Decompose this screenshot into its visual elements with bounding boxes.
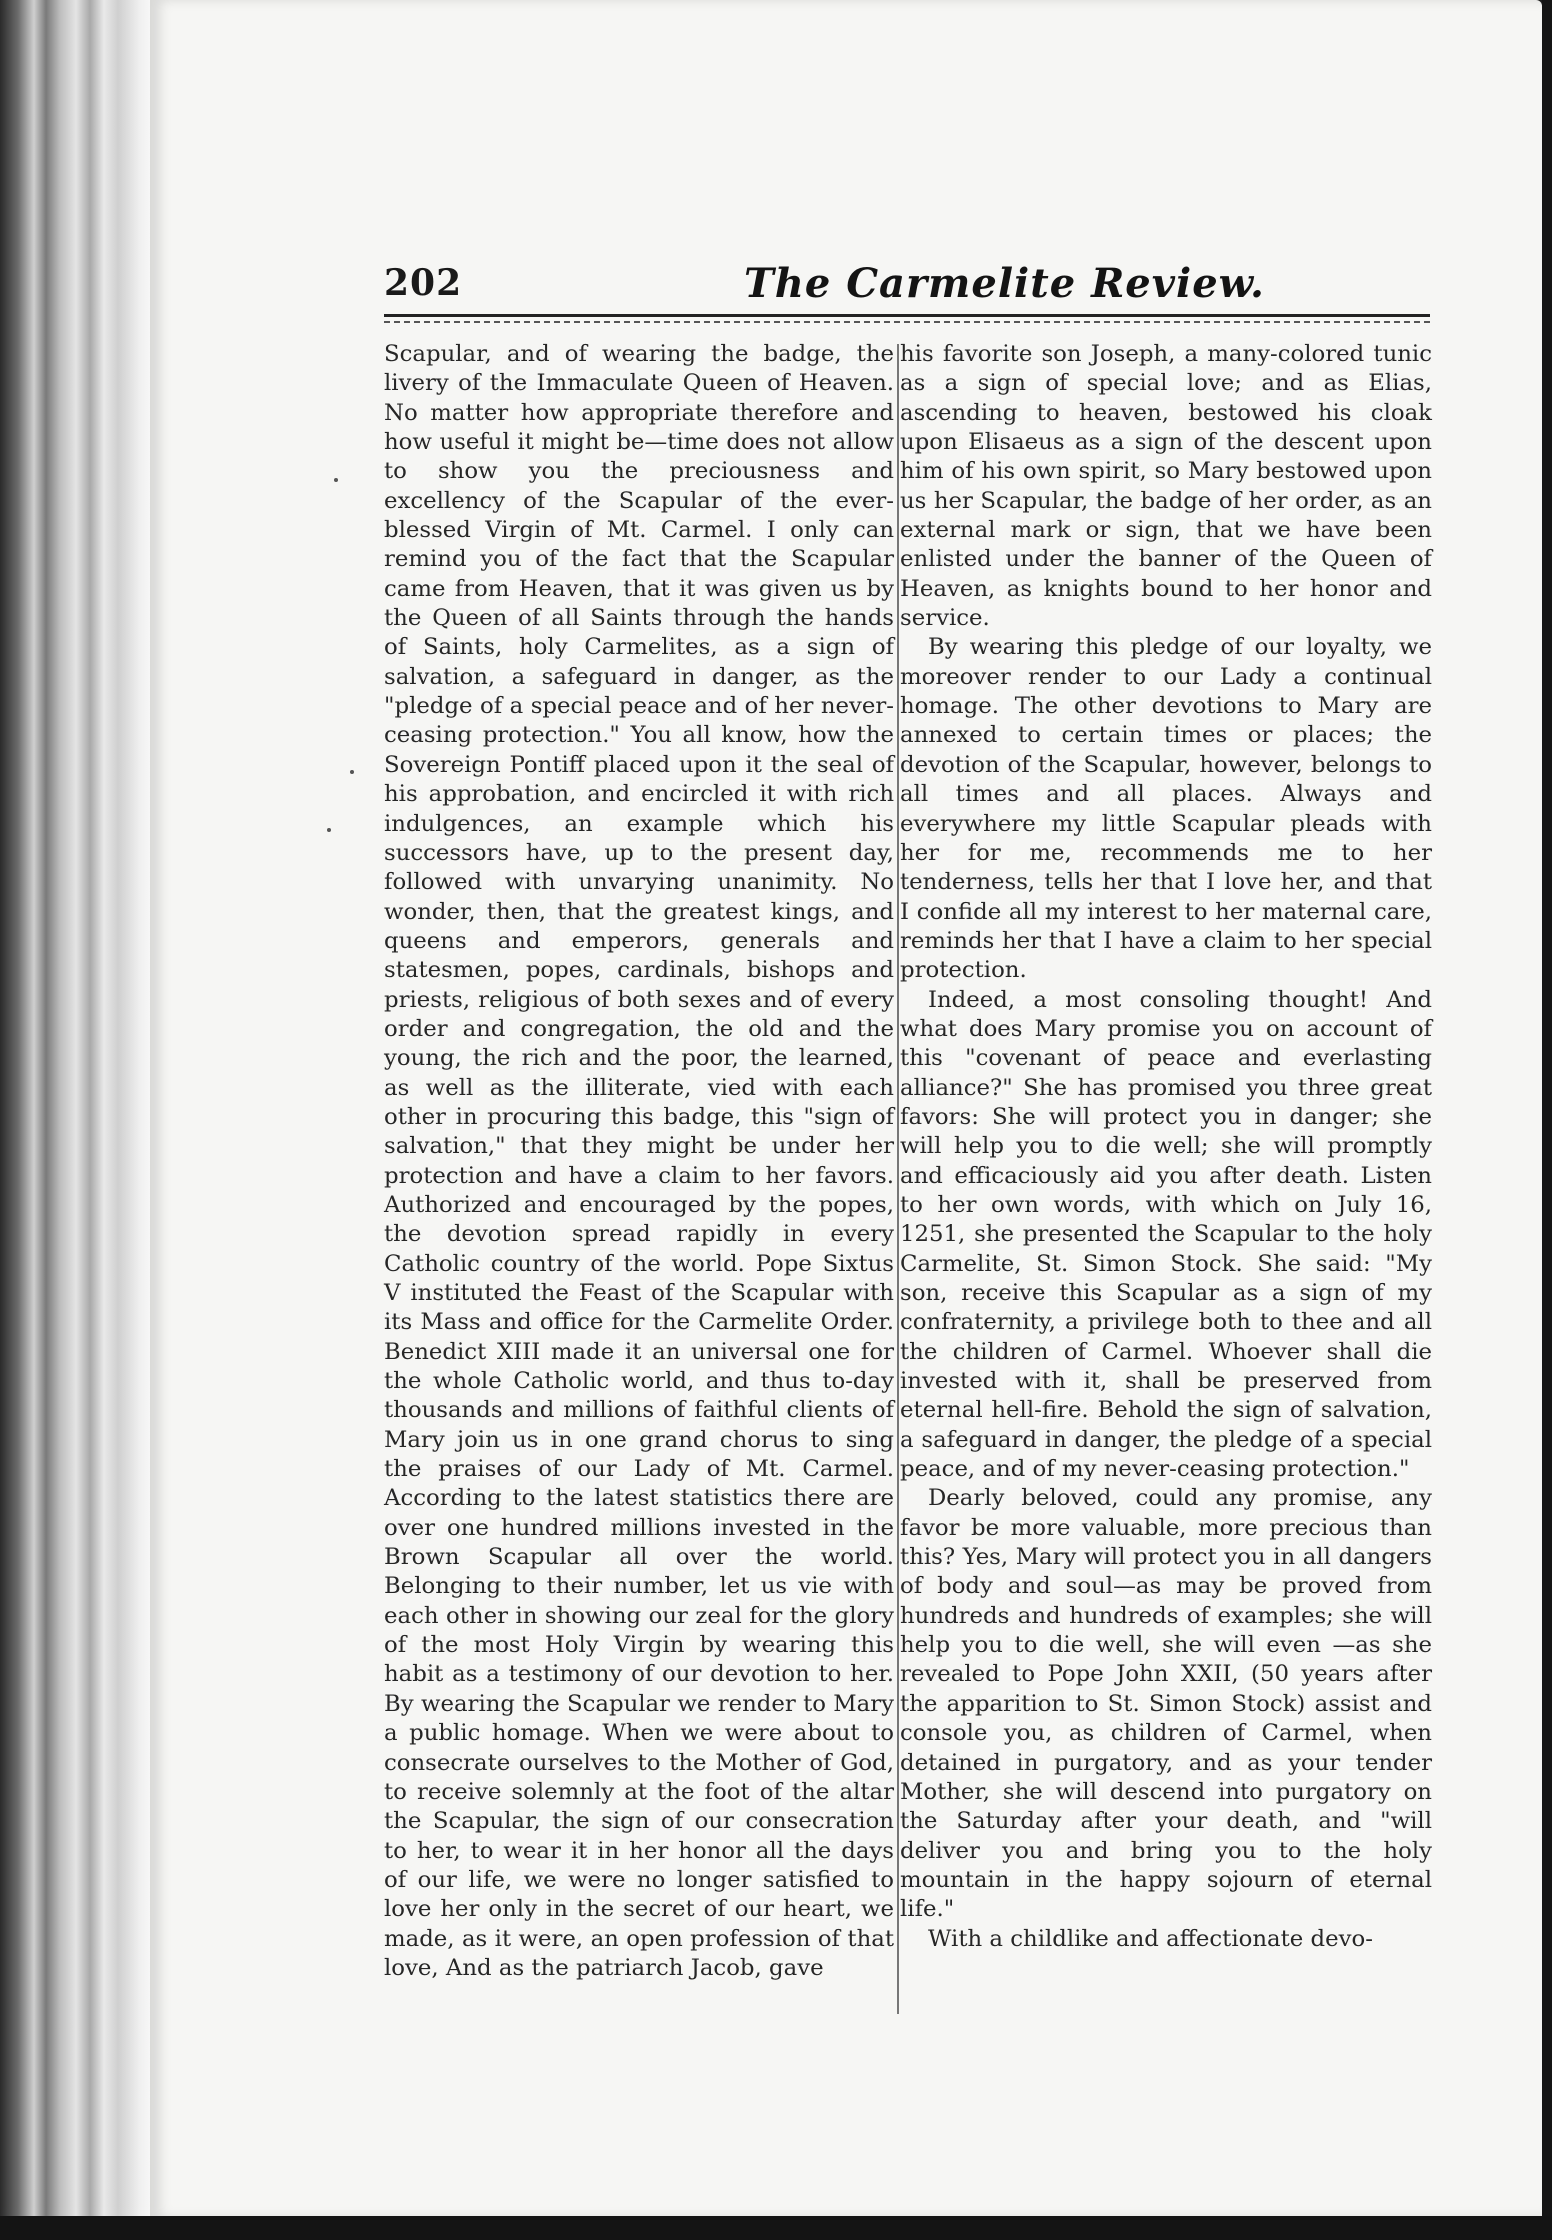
- running-title: The Carmelite Review.: [744, 260, 1265, 307]
- scan-speck: [327, 828, 331, 832]
- page-header: [384, 262, 1430, 308]
- left-column: [384, 340, 894, 1983]
- scan-edge-bottom: [0, 2216, 1552, 2240]
- book-binding-gutter: [0, 0, 150, 2240]
- header-rule: [384, 314, 1430, 317]
- column-divider: [897, 344, 899, 2014]
- header-rule-dashed: [384, 321, 1430, 323]
- right-column: [900, 340, 1432, 1954]
- paragraph: his favorite son Joseph, a many-colored tunic as a sign of special love; and as Elias, ascending to heaven, bestowed his cloak upon Elisaeus as a sign of the descent upon him of his own spirit, so Mary bestowed upon us her Scapular, the badge of her order, as an external mark or sign, that we have been enlisted under the banner of the Queen of Heaven, as knights bound to her honor and service.: [900, 341, 1432, 632]
- scan-speck: [350, 770, 354, 774]
- scan-speck: [334, 478, 338, 482]
- scan-edge-right: [1542, 0, 1552, 2240]
- page-number: 202: [384, 262, 463, 304]
- paragraph: Dearly beloved, could any promise, any favor be more valuable, more precious than this? Yes, Mary will protect you in all dangers of body and soul—as may be proved from hundreds and hundreds of examples; she will help you to die well, she will even —as she revealed to Pope John XXII, (50 years after the apparition to St. Simon Stock) assist and console you, as children of Carmel, when detained in purgatory, and as your tender Mother, she will descend into purgatory on the Saturday after your death, and "will deliver you and bring you to the holy mountain in the happy sojourn of eternal life.": [900, 1485, 1432, 1923]
- paragraph: By wearing this pledge of our loyalty, we moreover render to our Lady a continual homage. The other devotions to Mary are annexed to certain times or places; the devotion of the Scapular, however, belongs to all times and all places. Always and everywhere my little Scapular pleads with her for me, recommends me to her tenderness, tells her that I love her, and that I confide all my interest to her maternal care, reminds her that I have a claim to her special protection.: [900, 634, 1432, 984]
- paragraph: Scapular, and of wearing the badge, the livery of the Immaculate Queen of Heaven. No matter how appropriate therefore and how useful it might be—time does not allow to show you the preciousness and excellency of the Scapular of the ever-blessed Virgin of Mt. Carmel. I only can remind you of the fact that the Scapular came from Heaven, that it was given us by the Queen of all Saints through the hands of Saints, holy Carmelites, as a sign of salvation, a safeguard in danger, as the "pledge of a special peace and of her never-ceasing protection." You all know, how the Sovereign Pontiff placed upon it the seal of his approbation, and encircled it with rich indulgences, an example which his successors have, up to the present day, followed with unvarying unanimity. No wonder, then, that the greatest kings, and queens and emperors, generals and statesmen, popes, cardinals, bishops and priests, religious of both sexes and of every order and congregation, the old and the young, the rich and the poor, the learned, as well as the illiterate, vied with each other in procuring this badge, this "sign of salvation," that they might be under her protection and have a claim to her favors. Authorized and encouraged by the popes, the devotion spread rapidly in every Catholic country of the world. Pope Sixtus V instituted the Feast of the Scapular with its Mass and office for the Carmelite Order. Benedict XIII made it an universal one for the whole Catholic world, and thus to-day thousands and millions of faithful clients of Mary join us in one grand chorus to sing the praises of our Lady of Mt. Carmel. According to the latest statistics there are over one hundred millions invested in the Brown Scapular all over the world. Belonging to their number, let us vie with each other in showing our zeal for the glory of the most Holy Virgin by wearing this habit as a testimony of our devotion to her. By wearing the Scapular we render to Mary a public homage. When we were about to consecrate ourselves to the Mother of God, to receive solemnly at the foot of the altar the Scapular, the sign of our consecration to her, to wear it in her honor all the days of our life, we were no longer satisfied to love her only in the secret of our heart, we made, as it were, an open profession of that love, And as the patriarch Jacob, gave: [384, 341, 894, 1981]
- paragraph: With a childlike and affectionate devo-: [928, 1925, 1373, 1952]
- paragraph: Indeed, a most consoling thought! And what does Mary promise you on account of this "covenant of peace and everlasting alliance?" She has promised you three great favors: She will protect you in danger; she will help you to die well; she will promptly and efficaciously aid you after death. Listen to her own words, with which on July 16, 1251, she presented the Scapular to the holy Carmelite, St. Simon Stock. She said: "My son, receive this Scapular as a sign of my confraternity, a privilege both to thee and all the children of Carmel. Whoever shall die invested with it, shall be preserved from eternal hell-fire. Behold the sign of salvation, a safeguard in danger, the pledge of a special peace, and of my never-ceasing protection.": [900, 986, 1432, 1483]
